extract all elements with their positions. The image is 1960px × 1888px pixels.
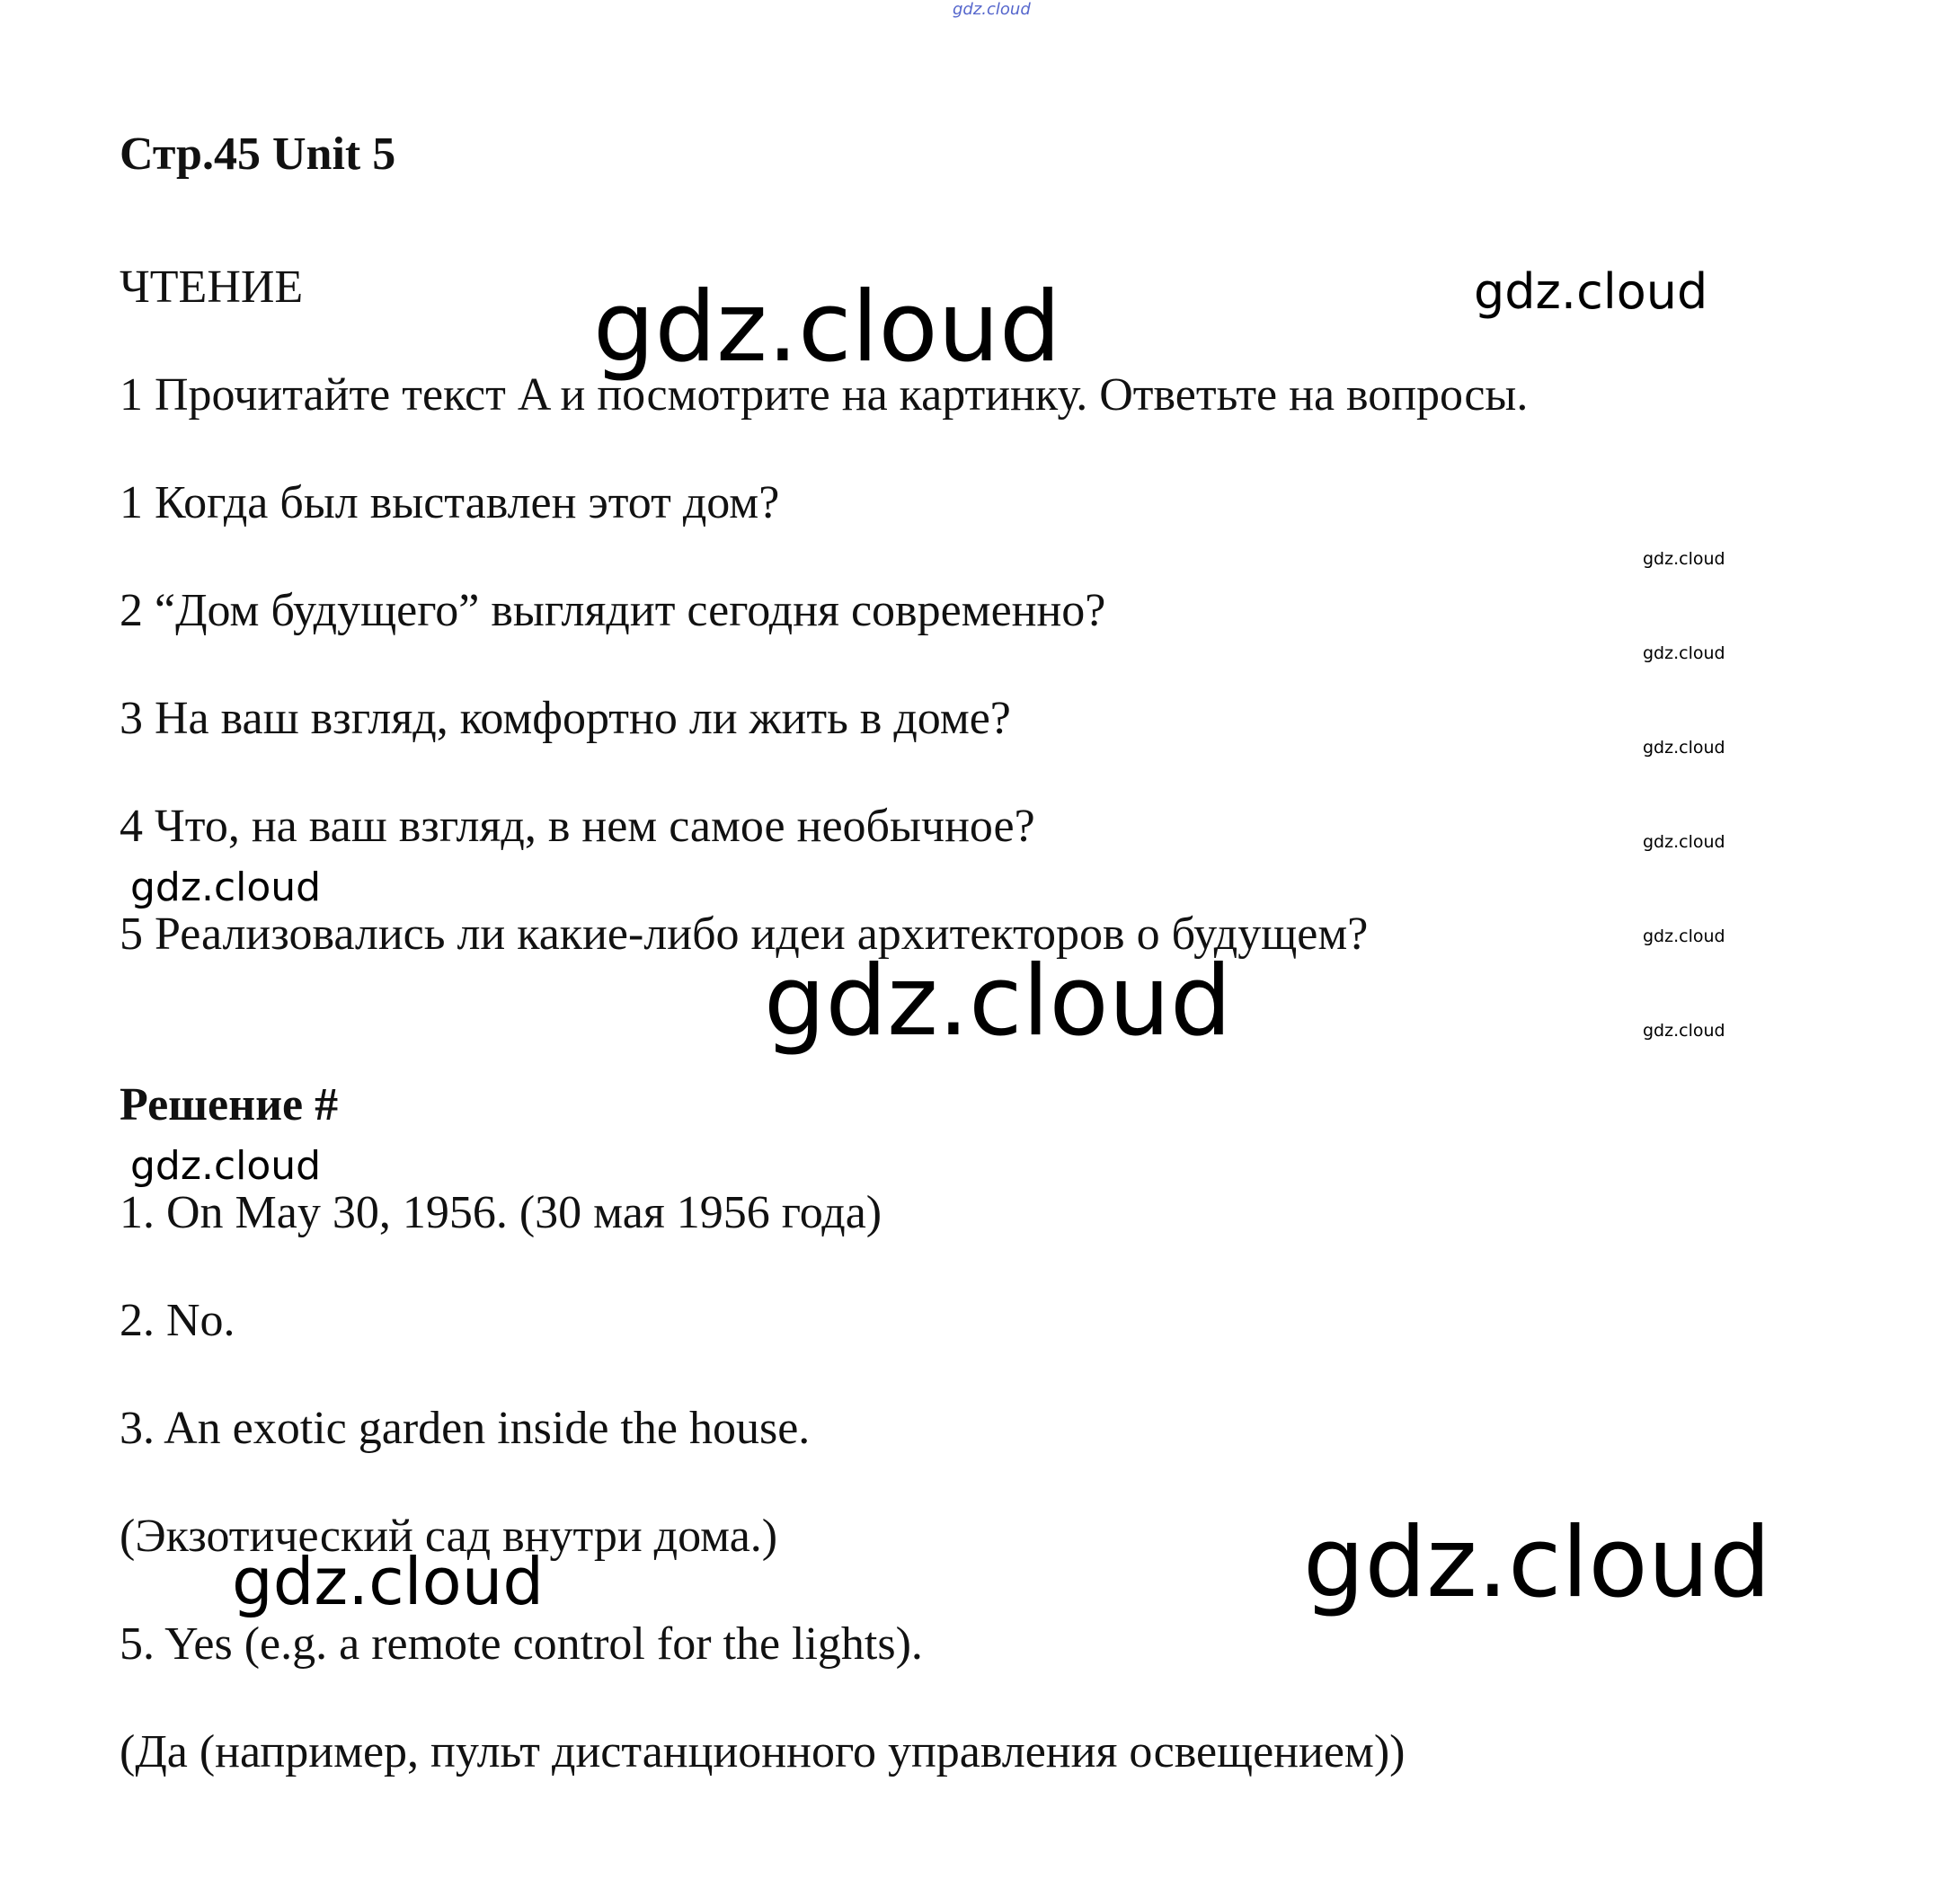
answer-5-translation: (Да (например, пульт дистанционного управления освещением)): [120, 1726, 1406, 1777]
task-instruction: 1 Прочитайте текст A и посмотрите на картинку. Ответьте на вопросы.: [120, 369, 1529, 421]
watermark-large-4: gdz.cloud: [1303, 1507, 1771, 1619]
question-1: 1 Когда был выставлен этот дом?: [120, 477, 780, 528]
watermark-small-6: gdz.cloud: [1643, 1021, 1725, 1041]
section-heading: ЧТЕНИЕ: [120, 261, 304, 313]
question-4: 4 Что, на ваш взгляд, в нем самое необычное?: [120, 801, 1035, 852]
watermark-small-5: gdz.cloud: [1643, 926, 1725, 946]
answer-2: 2. No.: [120, 1295, 235, 1346]
watermark-small-4: gdz.cloud: [1643, 832, 1725, 852]
watermark-top: gdz.cloud: [953, 0, 1031, 19]
watermark-small-1: gdz.cloud: [1643, 549, 1725, 569]
question-3: 3 На ваш взгляд, комфортно ли жить в доме?: [120, 693, 1011, 744]
question-5: 5 Реализовались ли какие-либо идеи архитекторов о будущем?: [120, 909, 1369, 960]
watermark-large-1: gdz.cloud: [593, 271, 1061, 384]
watermark-medium-1: gdz.cloud: [1474, 263, 1708, 320]
watermark-medium-3: gdz.cloud: [130, 1143, 322, 1189]
answer-3-translation: (Экзотический сад внутри дома.): [120, 1511, 778, 1562]
page-title: Стр.45 Unit 5: [120, 129, 396, 180]
answer-5: 5. Yes (e.g. a remote control for the lights).: [120, 1618, 923, 1670]
answer-3: 3. An exotic garden inside the house.: [120, 1403, 811, 1454]
watermark-medium-2: gdz.cloud: [130, 864, 322, 910]
watermark-large-2: gdz.cloud: [764, 945, 1232, 1058]
watermark-small-2: gdz.cloud: [1643, 643, 1725, 663]
solution-heading: Решение #: [120, 1079, 339, 1130]
watermark-small-3: gdz.cloud: [1643, 738, 1725, 758]
watermark-large-3: gdz.cloud: [232, 1544, 545, 1619]
question-2: 2 “Дом будущего” выглядит сегодня современно?: [120, 585, 1106, 636]
answer-1: 1. On May 30, 1956. (30 мая 1956 года): [120, 1187, 882, 1238]
